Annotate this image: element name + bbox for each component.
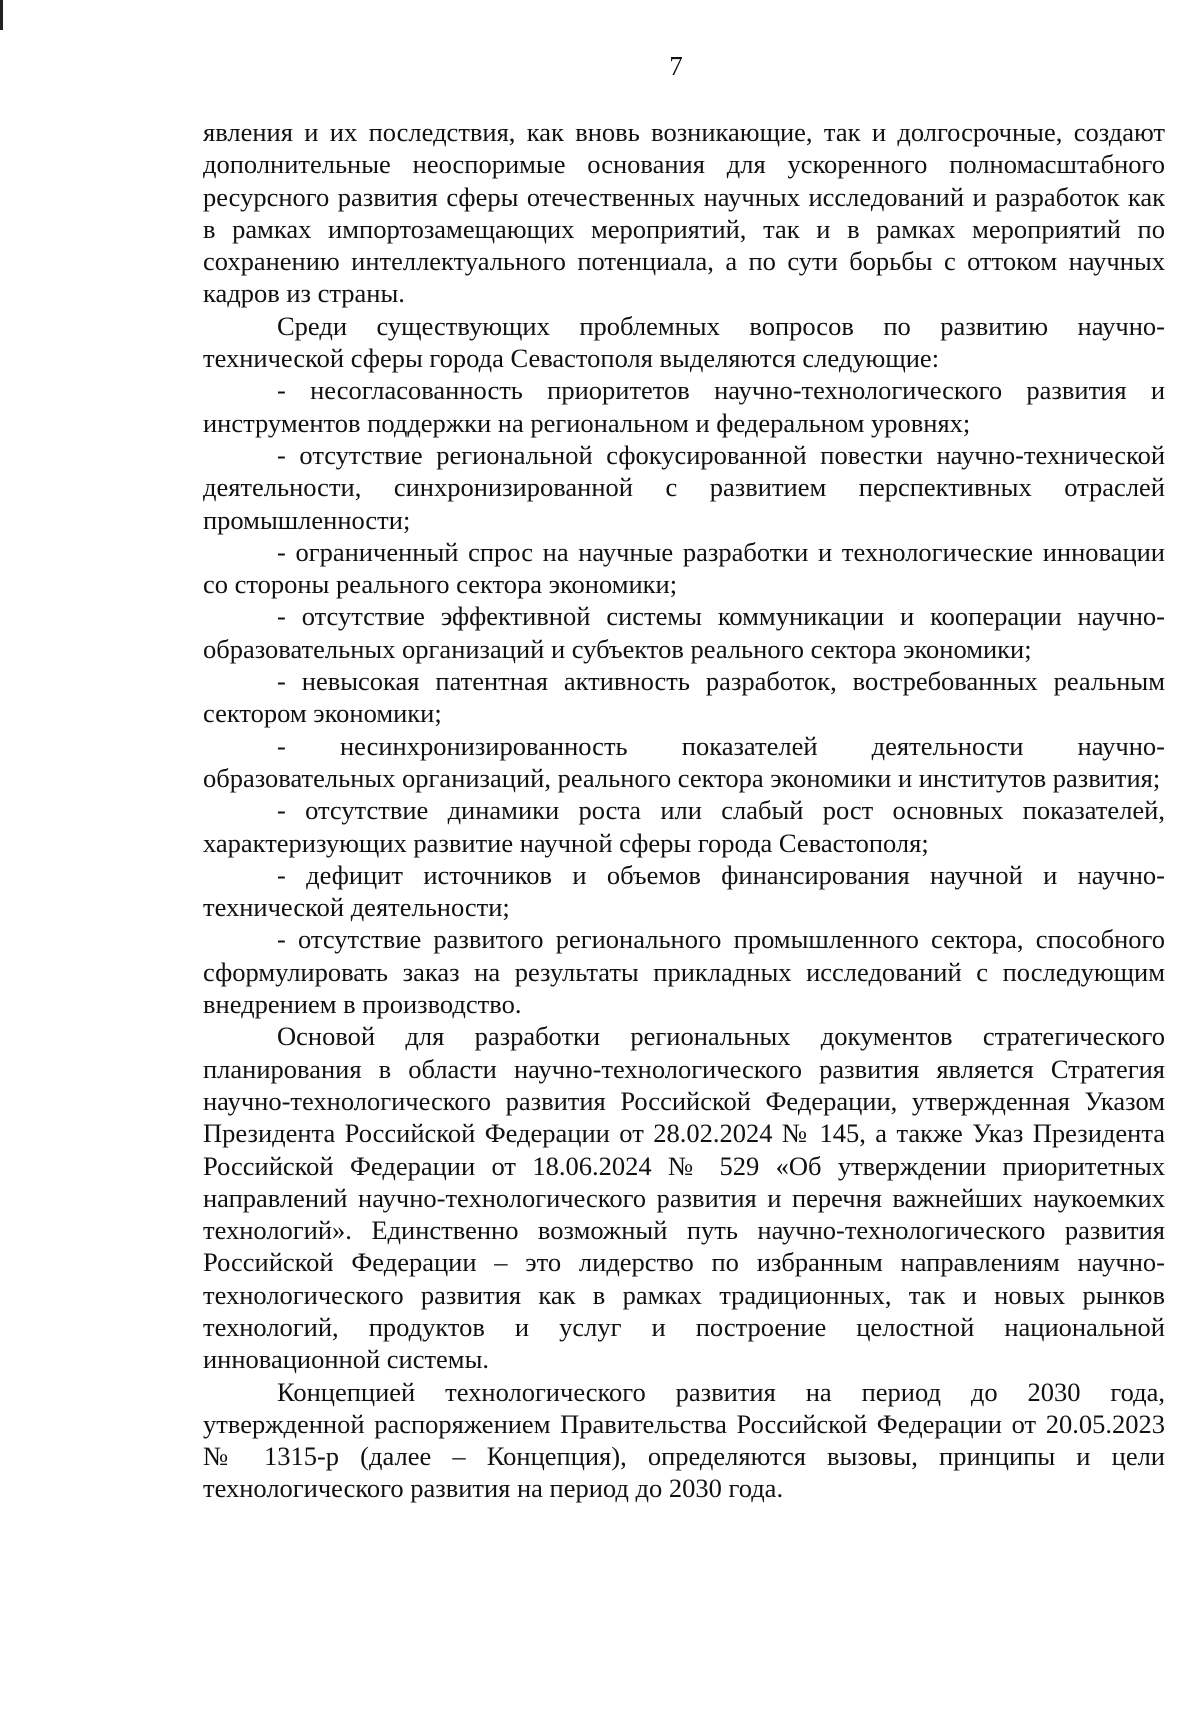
list-item-problem: - дефицит источников и объемов финансирования научной и научно-технической деятельности;: [203, 859, 1165, 923]
list-item-problem: - отсутствие эффективной системы коммуникации и кооперации научно-образовательных организаций и субъектов реального сектора экономики;: [203, 601, 1165, 664]
paragraph-problems-intro: Среди существующих проблемных вопросов по развитию научно-технической сферы города Севастополя выделяются следующие:: [203, 310, 1165, 374]
list-item-problem: - несогласованность приоритетов научно-технологического развития и инструментов поддержки на региональном и федеральном уровнях;: [203, 375, 1165, 438]
paragraph-strategy-basis: Основой для разработки региональных документов стратегического планирования в области научно-технологического развития является Стратегия научно-технологического развития Российской Федерации, утвержденная Указом Президента Российской Федерации от 28.02.2024 № 145, а также Указ Президента Российской Федерации от 18.06.2024 № 529 «Об утверждении приоритетных направлений научно-технологического развития и перечня важнейших наукоемких технологий». Единственно возможный путь научно-технологического развития Российской Федерации – это лидерство по избранным направлениям научно-технологического развития как в рамках традиционных, так и новых рынков технологий, продуктов и услуг и построение целостной национальной инновационной системы.: [203, 1021, 1165, 1375]
list-item-problem: - отсутствие динамики роста или слабый рост основных показателей, характеризующих развитие научной сферы города Севастополя;: [203, 795, 1165, 858]
list-item-problem: - отсутствие региональной сфокусированной повестки научно-технической деятельности, синхронизированной с развитием перспективных отраслей промышленности;: [203, 439, 1165, 535]
list-item-problem: - ограниченный спрос на научные разработки и технологические инновации со стороны реального сектора экономики;: [203, 536, 1165, 600]
list-item-problem: - невысокая патентная активность разработок, востребованных реальным сектором экономики;: [203, 666, 1165, 729]
page-number: 7: [669, 51, 683, 81]
list-item-problem: - отсутствие развитого регионального промышленного сектора, способного сформулировать заказ на результаты прикладных исследований с последующим внедрением в производство.: [203, 924, 1165, 1020]
list-item-problem: - несинхронизированность показателей деятельности научно-образовательных организаций, реального сектора экономики и институтов развития;: [203, 730, 1165, 793]
paragraph-concept: Концепцией технологического развития на период до 2030 года, утвержденной распоряжением Правительства Российской Федерации от 20.05.2023 № 1315-р (далее – Концепция), определяются вызовы, принципы и цели технологического развития на период до 2030 года.: [203, 1376, 1165, 1504]
scan-edge-mark: [0, 0, 3, 30]
paragraph-continuation: явления и их последствия, как вновь возникающие, так и долгосрочные, создают дополнительные неоспоримые основания для ускоренного полномасштабного ресурсного развития сферы отечественных научных исследований и разработок как в рамках импортозамещающих мероприятий, так и в рамках мероприятий по сохранению интеллектуального потенциала, а по сути борьбы с оттоком научных кадров из страны.: [203, 117, 1165, 309]
document-body: [203, 116, 1165, 1505]
